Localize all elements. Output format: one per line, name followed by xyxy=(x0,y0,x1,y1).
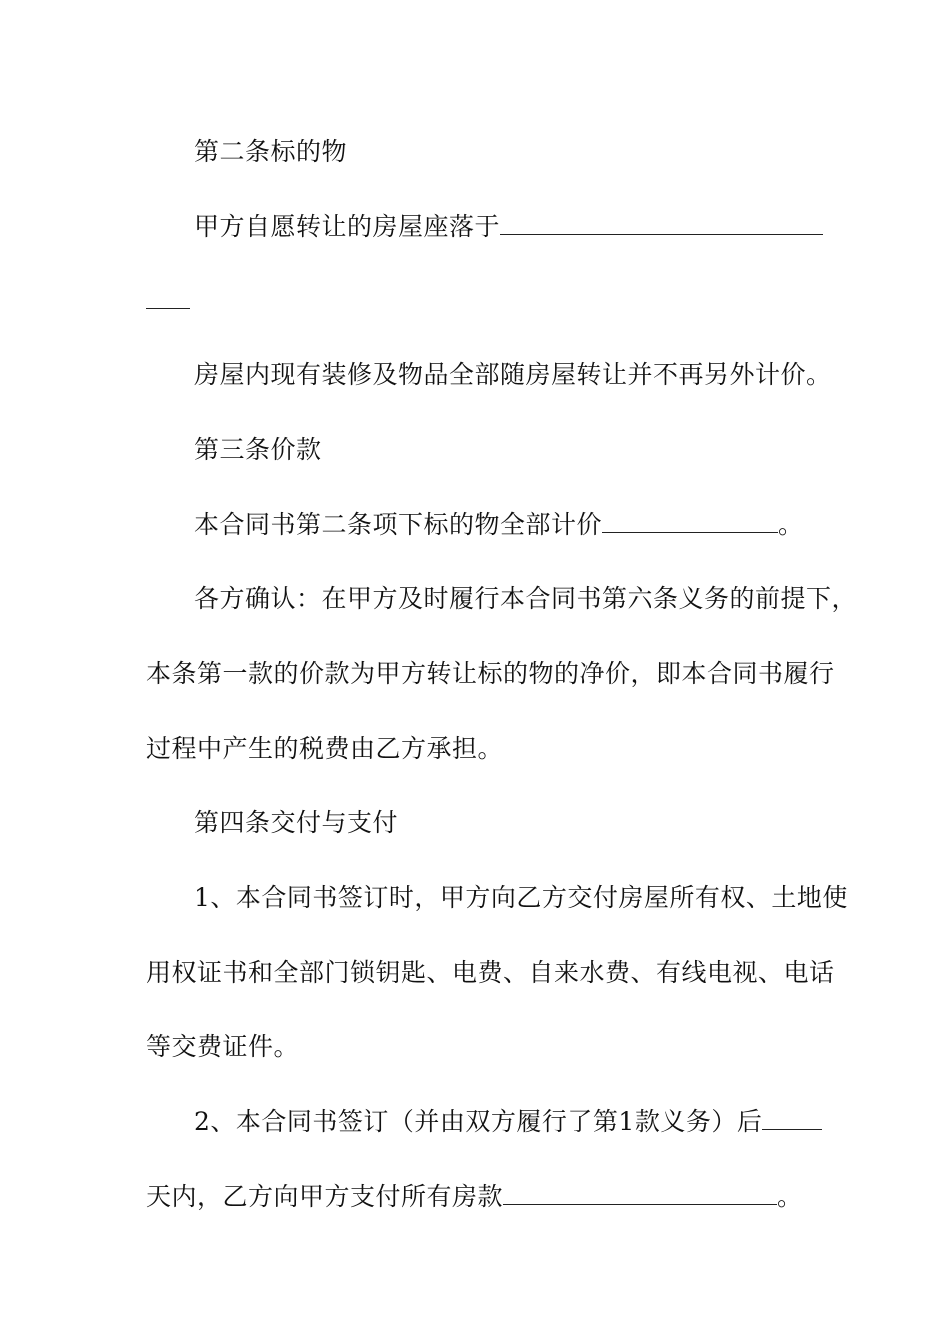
property-location-continuation xyxy=(146,285,816,317)
delivery-clause-line-2 xyxy=(146,957,835,989)
payment-end-punctuation: 。 xyxy=(777,1182,803,1211)
payment-clause-text-1: 2、本合同书签订（并由双方履行了第1款义务）后 xyxy=(194,1107,763,1136)
property-location-text: 甲方自愿转让的房屋座落于 xyxy=(194,212,501,241)
price-line xyxy=(194,509,816,541)
article-4-heading-text: 第四条交付与支付 xyxy=(194,808,399,837)
property-location-line xyxy=(194,211,816,243)
payment-clause-line-2 xyxy=(146,1181,816,1213)
delivery-clause-text-2: 用权证书和全部门锁钥匙、电费、自来水费、有线电视、电话 xyxy=(146,958,835,987)
confirmation-paragraph-line-3 xyxy=(146,733,816,765)
confirmation-paragraph-line-1 xyxy=(194,583,858,615)
confirmation-text-1: 各方确认：在甲方及时履行本合同书第六条义务的前提下， xyxy=(194,584,858,613)
price-blank xyxy=(602,510,778,533)
delivery-clause-text-1: 1、本合同书签订时，甲方向乙方交付房屋所有权、土地使 xyxy=(194,883,848,912)
decoration-clause-text: 房屋内现有装修及物品全部随房屋转让并不再另外计价。 xyxy=(194,360,832,389)
decoration-clause xyxy=(194,359,832,391)
payment-clause-line-1 xyxy=(194,1106,816,1138)
property-location-blank xyxy=(500,212,823,235)
price-text: 本合同书第二条项下标的物全部计价 xyxy=(194,510,603,539)
payment-clause-text-2: 天内，乙方向甲方支付所有房款 xyxy=(146,1182,504,1211)
property-location-blank-continued xyxy=(146,286,190,309)
article-3-heading xyxy=(194,434,816,466)
delivery-clause-line-3 xyxy=(146,1031,816,1063)
article-4-heading xyxy=(194,807,816,839)
payment-days-blank xyxy=(762,1107,822,1130)
payment-amount-blank xyxy=(503,1182,777,1205)
delivery-clause-text-3: 等交费证件。 xyxy=(146,1032,300,1061)
confirmation-text-2: 本条第一款的价款为甲方转让标的物的净价，即本合同书履行 xyxy=(146,659,835,688)
confirmation-paragraph-line-2 xyxy=(146,658,835,690)
article-3-heading-text: 第三条价款 xyxy=(194,435,322,464)
confirmation-text-3: 过程中产生的税费由乙方承担。 xyxy=(146,734,504,763)
article-2-heading-text: 第二条标的物 xyxy=(194,137,348,166)
price-end-punctuation: 。 xyxy=(778,510,804,539)
delivery-clause-line-1 xyxy=(194,882,848,914)
article-2-heading xyxy=(194,136,816,168)
